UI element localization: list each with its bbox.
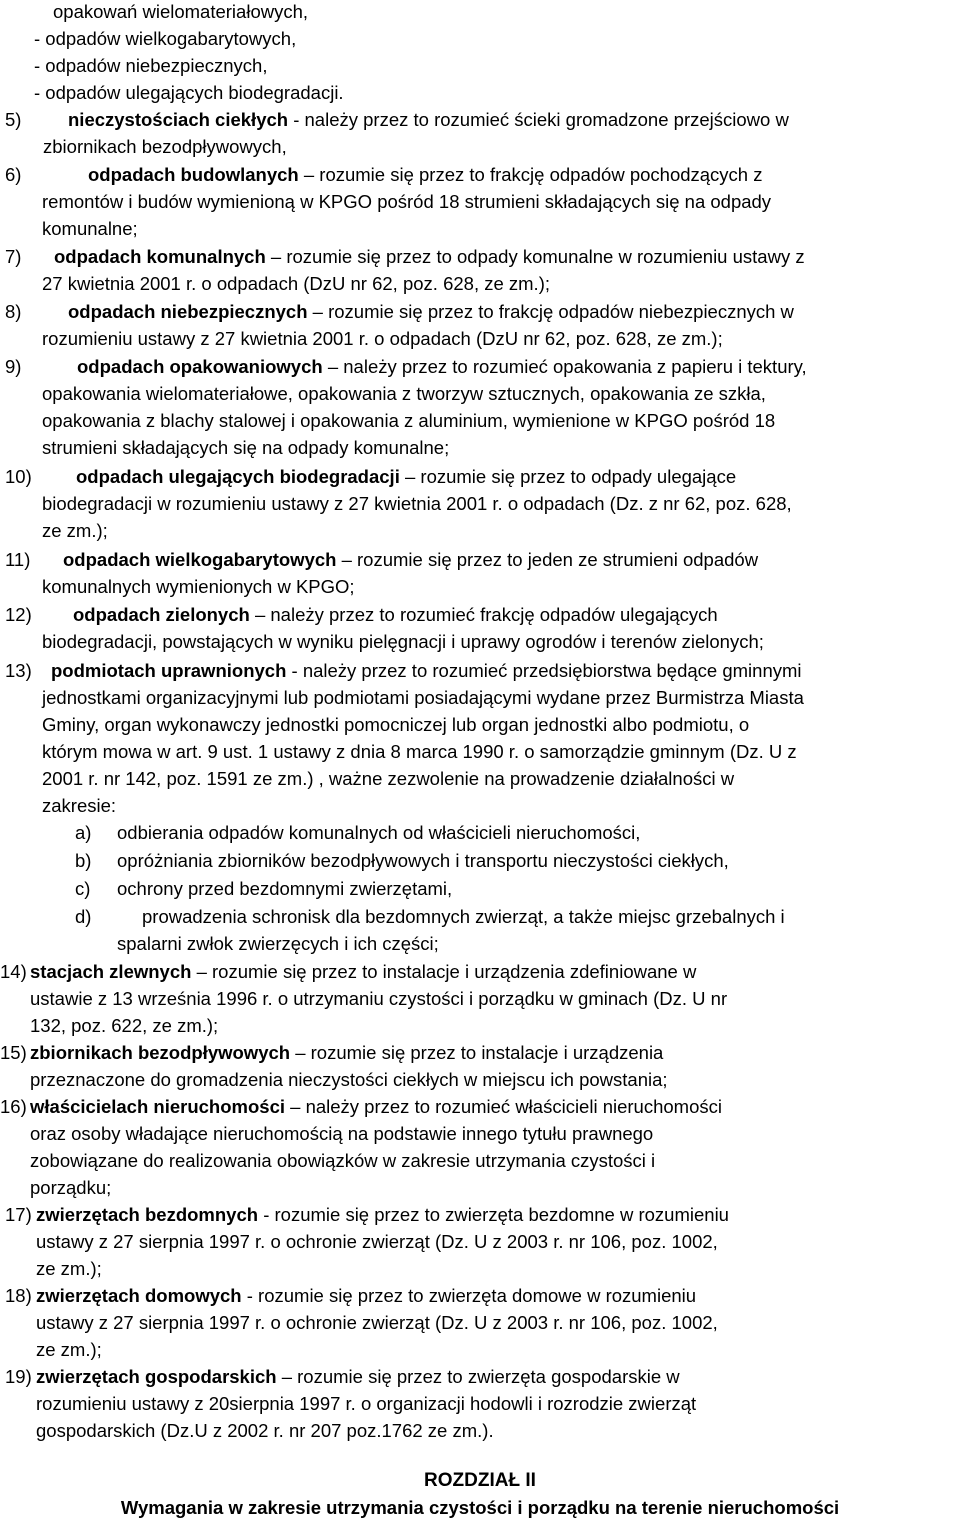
list-line: - odpadów niebezpiecznych, <box>34 55 268 76</box>
item-number: 16) <box>0 1096 27 1117</box>
sub-item: ochrony przed bezdomnymi zwierzętami, <box>117 878 453 899</box>
definition-line: odpadach komunalnych – rozumie się przez to odpady komunalne w rozumieniu ustawy z <box>54 246 805 267</box>
definition-line: ze zm.); <box>36 1339 102 1360</box>
definition-line: nieczystościach ciekłych - należy przez to rozumieć ścieki gromadzone przejściowo w <box>68 109 789 130</box>
defined-term: odpadach ulegających biodegradacji <box>76 466 400 487</box>
item-number: 7) <box>5 246 22 267</box>
definition-line: opakowania wielomateriałowe, opakowania z tworzyw sztucznych, opakowania ze szkła, <box>42 383 766 404</box>
definition-line: odpadach zielonych – należy przez to rozumieć frakcję odpadów ulegających <box>73 604 718 625</box>
defined-term: właścicielach nieruchomości <box>30 1096 285 1117</box>
definition-line: komunalne; <box>42 218 138 239</box>
item-number: 12) <box>5 604 32 625</box>
definition-line: przeznaczone do gromadzenia nieczystości ciekłych w miejscu ich powstania; <box>30 1069 668 1090</box>
defined-term: zbiornikach bezodpływowych <box>30 1042 291 1063</box>
defined-term: odpadach zielonych <box>73 604 250 625</box>
sub-item-letter: d) <box>75 906 92 927</box>
definition-line: gospodarskich (Dz.U z 2002 r. nr 207 poz.1762 ze zm.). <box>36 1420 494 1441</box>
sub-item: prowadzenia schronisk dla bezdomnych zwierząt, a także miejsc grzebalnych i <box>142 906 785 927</box>
definition-line: opakowania z blachy stalowej i opakowania z aluminium, wymienione w KPGO pośród 18 <box>42 410 776 431</box>
list-line: opakowań wielomateriałowych, <box>53 1 309 22</box>
definition-line: zwierzętach domowych - rozumie się przez to zwierzęta domowe w rozumieniu <box>36 1285 697 1306</box>
item-number: 9) <box>5 356 22 377</box>
definition-line: ustawy z 27 sierpnia 1997 r. o ochronie zwierząt (Dz. U z 2003 r. nr 106, poz. 1002, <box>36 1312 718 1333</box>
definition-line: 2001 r. nr 142, poz. 1591 ze zm.) , ważne zezwolenie na prowadzenie działalności w <box>42 768 735 789</box>
item-number: 13) <box>5 660 32 681</box>
definition-line: remontów i budów wymienioną w KPGO pośród 18 strumieni składających się na odpady <box>42 191 772 212</box>
definition-line: strumieni składających się na odpady komunalne; <box>42 437 450 458</box>
sub-item-letter: a) <box>75 822 92 843</box>
definition-line: podmiotach uprawnionych - należy przez to rozumieć przedsiębiorstwa będące gminnymi <box>51 660 802 681</box>
item-number: 11) <box>5 549 31 570</box>
definition-line: ze zm.); <box>36 1258 102 1279</box>
definition-line: odpadach budowlanych – rozumie się przez to frakcję odpadów pochodzących z <box>88 164 763 185</box>
definition-line: zakresie: <box>42 795 117 816</box>
defined-term: zwierzętach gospodarskich <box>36 1366 277 1387</box>
sub-item-letter: b) <box>75 850 92 871</box>
chapter-title: ROZDZIAŁ II <box>424 1470 536 1491</box>
item-number: 19) <box>5 1366 32 1387</box>
definition-line: porządku; <box>30 1177 112 1198</box>
definition-line: biodegradacji w rozumieniu ustawy z 27 kwietnia 2001 r. o odpadach (Dz. z nr 62, poz. 628, <box>42 493 792 514</box>
defined-term: odpadach opakowaniowych <box>77 356 323 377</box>
sub-item: spalarni zwłok zwierzęcych i ich części; <box>117 933 439 954</box>
chapter-subtitle: Wymagania w zakresie utrzymania czystości i porządku na terenie nieruchomości <box>120 1497 840 1518</box>
item-number: 18) <box>5 1285 32 1306</box>
sub-item: opróżniania zbiorników bezodpływowych i transportu nieczystości ciekłych, <box>117 850 729 871</box>
definition-line: ustawie z 13 września 1996 r. o utrzymaniu czystości i porządku w gminach (Dz. U nr <box>30 988 728 1009</box>
definition-line: rozumieniu ustawy z 27 kwietnia 2001 r. o odpadach (DzU nr 62, poz. 628, ze zm.); <box>42 328 723 349</box>
definition-line: odpadach ulegających biodegradacji – rozumie się przez to odpady ulegające <box>76 466 737 487</box>
definition-line: 132, poz. 622, ze zm.); <box>30 1015 219 1036</box>
definition-line: ustawy z 27 sierpnia 1997 r. o ochronie zwierząt (Dz. U z 2003 r. nr 106, poz. 1002, <box>36 1231 718 1252</box>
list-line: - odpadów wielkogabarytowych, <box>34 28 297 49</box>
definition-line: komunalnych wymienionych w KPGO; <box>42 576 355 597</box>
definition-line: odpadach opakowaniowych – należy przez to rozumieć opakowania z papieru i tektury, <box>77 356 807 377</box>
defined-term: odpadach komunalnych <box>54 246 266 267</box>
definition-line: 27 kwietnia 2001 r. o odpadach (DzU nr 62, poz. 628, ze zm.); <box>42 273 551 294</box>
definition-line: Gminy, organ wykonawczy jednostki pomocniczej lub organ jednostki albo podmiotu, o <box>42 714 750 735</box>
definition-line: ze zm.); <box>42 520 108 541</box>
definition-line: zbiornikach bezodpływowych, <box>43 136 287 157</box>
definition-line: zwierzętach gospodarskich – rozumie się przez to zwierzęta gospodarskie w <box>36 1366 680 1387</box>
defined-term: odpadach niebezpiecznych <box>68 301 308 322</box>
sub-item-letter: c) <box>75 878 91 899</box>
defined-term: odpadach wielkogabarytowych <box>63 549 337 570</box>
definition-line: zobowiązane do realizowania obowiązków w zakresie utrzymania czystości i <box>30 1150 656 1171</box>
definition-line: odpadach wielkogabarytowych – rozumie się przez to jeden ze strumieni odpadów <box>63 549 759 570</box>
definition-line: oraz osoby władające nieruchomością na podstawie innego tytułu prawnego <box>30 1123 654 1144</box>
definition-line: którym mowa w art. 9 ust. 1 ustawy z dnia 8 marca 1990 r. o samorządzie gminnym (Dz. U z <box>42 741 797 762</box>
defined-term: podmiotach uprawnionych <box>51 660 287 681</box>
item-number: 14) <box>0 961 27 982</box>
definition-line: rozumieniu ustawy z 20sierpnia 1997 r. o organizacji hodowli i rozrodzie zwierząt <box>36 1393 697 1414</box>
item-number: 8) <box>5 301 22 322</box>
definition-line: zbiornikach bezodpływowych – rozumie się przez to instalacje i urządzenia <box>30 1042 664 1063</box>
definition-line: odpadach niebezpiecznych – rozumie się przez to frakcję odpadów niebezpiecznych w <box>68 301 794 322</box>
defined-term: zwierzętach bezdomnych <box>36 1204 259 1225</box>
definition-line: stacjach zlewnych – rozumie się przez to instalacje i urządzenia zdefiniowane w <box>30 961 697 982</box>
defined-term: odpadach budowlanych <box>88 164 299 185</box>
list-line: - odpadów ulegających biodegradacji. <box>34 82 344 103</box>
definition-line: jednostkami organizacyjnymi lub podmiotami posiadającymi wydane przez Burmistrza Miasta <box>42 687 804 708</box>
item-number: 15) <box>0 1042 27 1063</box>
item-number: 10) <box>5 466 32 487</box>
defined-term: nieczystościach ciekłych <box>68 109 289 130</box>
definition-line: właścicielach nieruchomości – należy przez to rozumieć właścicieli nieruchomości <box>30 1096 722 1117</box>
definition-line: biodegradacji, powstających w wyniku pielęgnacji i uprawy ogrodów i terenów zielonych; <box>42 631 764 652</box>
defined-term: zwierzętach domowych <box>36 1285 242 1306</box>
item-number: 17) <box>5 1204 32 1225</box>
item-number: 6) <box>5 164 22 185</box>
defined-term: stacjach zlewnych <box>30 961 192 982</box>
definition-line: zwierzętach bezdomnych - rozumie się przez to zwierzęta bezdomne w rozumieniu <box>36 1204 729 1225</box>
item-number: 5) <box>5 109 22 130</box>
sub-item: odbierania odpadów komunalnych od właścicieli nieruchomości, <box>117 822 641 843</box>
